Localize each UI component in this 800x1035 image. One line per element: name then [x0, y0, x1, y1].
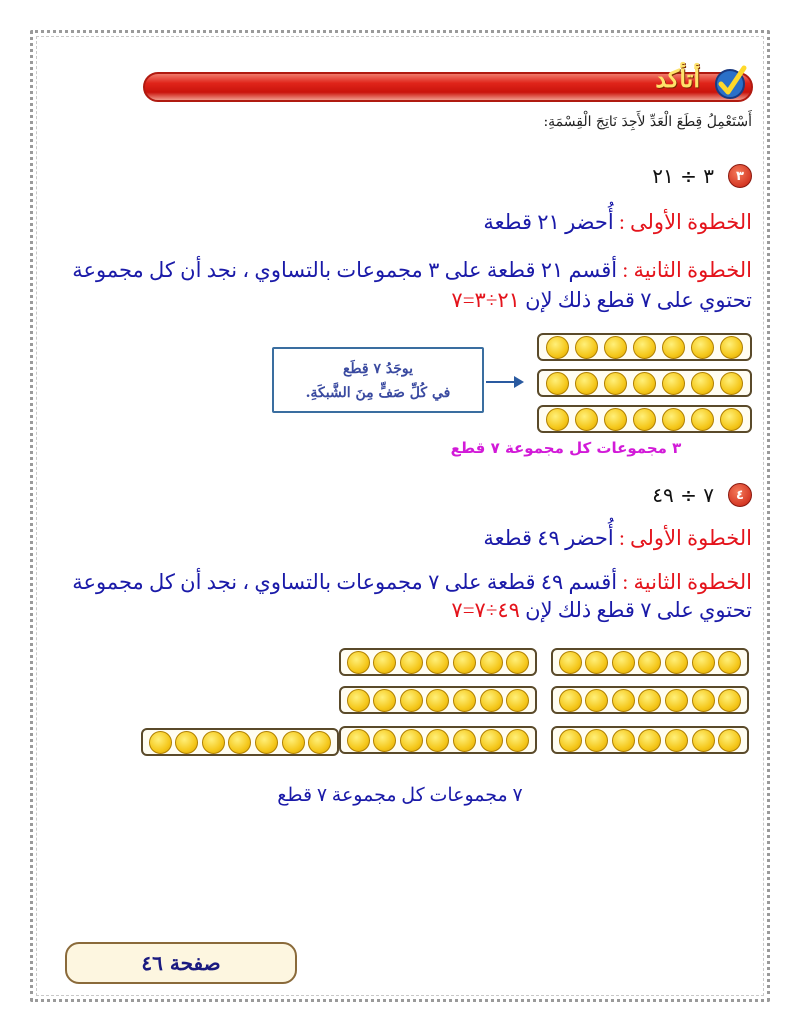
step-label: الخطوة الأولى : — [618, 526, 752, 550]
counter-piece — [400, 651, 423, 674]
section-title: أتأكد — [655, 64, 700, 93]
counter-piece — [720, 372, 743, 395]
problem-1-step-1 — [483, 210, 752, 235]
counter-row — [141, 728, 339, 756]
problem-2-step-2 — [72, 570, 752, 595]
counter-piece — [691, 408, 714, 431]
counter-piece — [718, 689, 741, 712]
arrow-head-icon — [514, 376, 524, 388]
step-label: الخطوة الثانية : — [622, 258, 752, 282]
counter-piece — [546, 336, 569, 359]
counter-piece — [575, 336, 598, 359]
counter-piece — [373, 651, 396, 674]
counter-row — [339, 726, 537, 754]
counter-piece — [638, 651, 661, 674]
counter-piece — [633, 408, 656, 431]
problem-1-step-2 — [72, 258, 752, 283]
counter-piece — [347, 651, 370, 674]
counter-piece — [718, 651, 741, 674]
counter-piece — [585, 729, 608, 752]
counter-piece — [720, 336, 743, 359]
step-label: الخطوة الثانية : — [622, 570, 752, 594]
problem-expression: ٣ ÷ ٢١ — [652, 164, 714, 188]
counter-piece — [691, 372, 714, 395]
counter-piece — [347, 729, 370, 752]
problem-number-badge: ٤ — [728, 483, 752, 507]
counter-piece — [149, 731, 172, 754]
counter-row — [551, 726, 749, 754]
counter-row — [551, 686, 749, 714]
counter-piece — [633, 336, 656, 359]
counter-row — [537, 333, 752, 361]
callout-box — [272, 347, 484, 413]
instruction-text: أَسْتَعْمِلُ قِطَعَ الْعَدِّ لأَجِدَ نَاتِجَ الْقِسْمَةِ: — [543, 114, 752, 130]
counter-piece — [480, 729, 503, 752]
counter-piece — [559, 689, 582, 712]
counter-piece — [662, 372, 685, 395]
counter-piece — [692, 729, 715, 752]
counter-piece — [662, 408, 685, 431]
counter-piece — [426, 729, 449, 752]
problem-2-step-2-line-2 — [451, 598, 752, 623]
problem-1-header — [652, 164, 752, 188]
problem-1-step-2-line-2 — [451, 288, 752, 313]
problem-2-step-1 — [483, 526, 752, 551]
counter-piece — [662, 336, 685, 359]
counter-piece — [691, 336, 714, 359]
counter-piece — [638, 729, 661, 752]
counter-piece — [546, 408, 569, 431]
counter-piece — [228, 731, 251, 754]
problem-number-badge: ٣ — [728, 164, 752, 188]
counter-row — [537, 369, 752, 397]
counter-piece — [575, 372, 598, 395]
counter-piece — [692, 651, 715, 674]
step-text: أقسم ٢١ قطعة على ٣ مجموعات بالتساوي ، نجد أن كل مجموعة — [72, 258, 618, 282]
equation: ٤٩÷٧=٧ — [451, 598, 520, 622]
counter-piece — [665, 729, 688, 752]
counter-piece — [347, 689, 370, 712]
counter-piece — [308, 731, 331, 754]
counter-piece — [175, 731, 198, 754]
counter-piece — [400, 729, 423, 752]
callout-line: يوجَدُ ٧ قِطَع — [342, 361, 414, 377]
counter-row — [339, 648, 537, 676]
counter-piece — [612, 651, 635, 674]
counter-piece — [612, 729, 635, 752]
counter-piece — [718, 729, 741, 752]
counter-row — [339, 686, 537, 714]
counter-row — [537, 405, 752, 433]
counter-piece — [575, 408, 598, 431]
counter-piece — [480, 651, 503, 674]
counter-piece — [604, 372, 627, 395]
counter-piece — [453, 651, 476, 674]
counter-piece — [612, 689, 635, 712]
counter-piece — [692, 689, 715, 712]
counter-piece — [633, 372, 656, 395]
counter-piece — [546, 372, 569, 395]
counter-piece — [638, 689, 661, 712]
counter-piece — [373, 689, 396, 712]
step-text: تحتوي على ٧ قطع ذلك لإن — [525, 288, 752, 312]
counter-piece — [202, 731, 225, 754]
problem-2-header — [652, 483, 752, 507]
equation: ٢١÷٣=٧ — [451, 288, 520, 312]
counter-piece — [665, 651, 688, 674]
step-text: تحتوي على ٧ قطع ذلك لإن — [525, 598, 752, 622]
step-text: أقسم ٤٩ قطعة على ٧ مجموعات بالتساوي ، نجد أن كل مجموعة — [72, 570, 618, 594]
counter-piece — [426, 689, 449, 712]
counter-piece — [282, 731, 305, 754]
counter-piece — [665, 689, 688, 712]
counter-piece — [453, 729, 476, 752]
counter-piece — [506, 729, 529, 752]
counter-piece — [604, 336, 627, 359]
counter-piece — [255, 731, 278, 754]
step-text: أُحضر ٤٩ قطعة — [483, 526, 614, 550]
counter-row — [551, 648, 749, 676]
counter-piece — [506, 689, 529, 712]
grid-caption: ٣ مجموعات كل مجموعة ٧ قطع — [450, 439, 682, 457]
counter-piece — [559, 729, 582, 752]
counter-piece — [585, 651, 608, 674]
problem-expression: ٧ ÷ ٤٩ — [652, 483, 714, 507]
callout-line: في كُلِّ صَفٍّ مِنَ الشَّبكَةِ. — [305, 385, 451, 401]
counter-piece — [453, 689, 476, 712]
counter-piece — [585, 689, 608, 712]
step-text: أُحضر ٢١ قطعة — [483, 210, 614, 234]
checkmark-icon — [710, 62, 750, 102]
counter-piece — [426, 651, 449, 674]
counter-piece — [720, 408, 743, 431]
step-label: الخطوة الأولى : — [618, 210, 752, 234]
counter-piece — [480, 689, 503, 712]
counter-piece — [604, 408, 627, 431]
counter-piece — [506, 651, 529, 674]
counter-piece — [400, 689, 423, 712]
counter-piece — [559, 651, 582, 674]
page-number: صفحة ٤٦ — [65, 942, 297, 984]
grid-caption: ٧ مجموعات كل مجموعة ٧ قطع — [277, 785, 523, 806]
counter-piece — [373, 729, 396, 752]
